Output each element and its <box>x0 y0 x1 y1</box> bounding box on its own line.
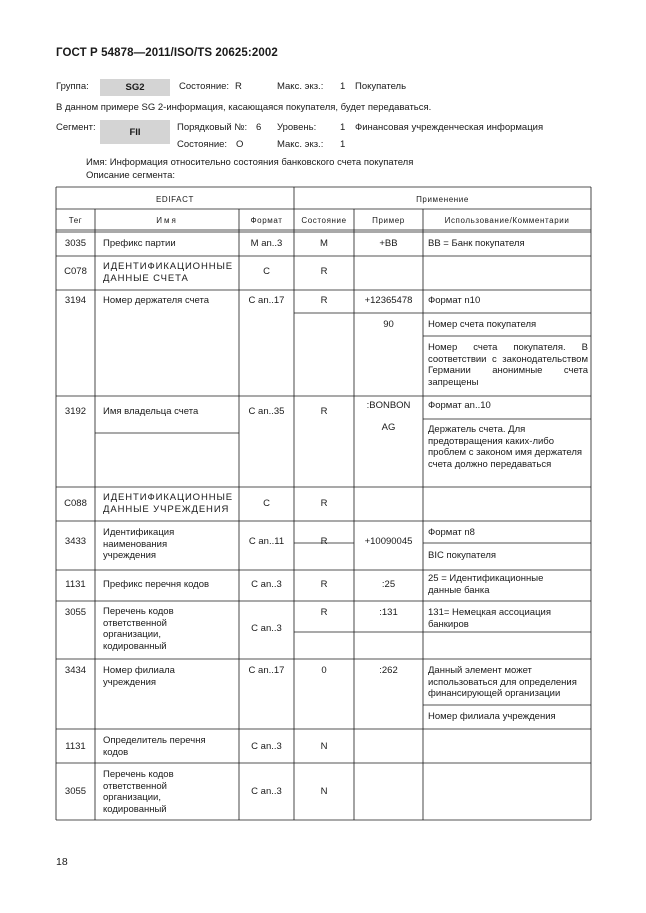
table-row-format: C an..3 <box>251 623 282 634</box>
table-row-status: R <box>320 536 328 547</box>
segment-value-box: FII <box>100 120 170 144</box>
segment-level-value: 1 <box>340 122 346 133</box>
segment-max-label: Макс. экз.: <box>277 139 324 150</box>
table-row-comment: Номер счета покупателя <box>428 319 537 330</box>
column-header-comments: Использование/Комментарии <box>444 216 570 225</box>
table-row-example: +BB <box>379 238 398 249</box>
table-row-tag: 1131 <box>65 579 86 590</box>
table-row-comment: Формат n8 <box>428 527 475 538</box>
table-row-example: :25 <box>381 579 396 590</box>
column-header-status: Состояние <box>301 216 347 225</box>
table-row-format: C <box>263 266 270 277</box>
table-row-tag: 3035 <box>64 238 87 249</box>
table-row-status: R <box>320 295 328 306</box>
table-row-status: R <box>320 498 328 509</box>
table-row-example: :131 <box>379 607 398 618</box>
column-header-format: Формат <box>250 216 283 225</box>
segment-max-value: 1 <box>340 139 346 150</box>
table-row-status: 0 <box>321 665 327 676</box>
intro-text: В данном примере SG 2-информация, касающаяся покупателя, будет передаваться. <box>56 102 432 113</box>
table-row-name: Перечень кодов ответственной организации, кодированный <box>103 606 174 652</box>
table-row-name: ИДЕНТИФИКАЦИОННЫЕ ДАННЫЕ СЧЕТА <box>103 261 234 284</box>
table-row-status: R <box>320 266 328 277</box>
group-status-label: Состояние: <box>179 81 230 92</box>
table-row-tag: 3433 <box>64 536 87 547</box>
table-row-name: Префикс партии <box>103 238 176 249</box>
table-row-tag: 3055 <box>64 607 87 618</box>
table-row-status: N <box>320 741 328 752</box>
column-header-example: Пример <box>372 216 405 225</box>
table-row-status: R <box>320 579 328 590</box>
table-row-tag: 3192 <box>64 406 87 417</box>
segment-ordinal-label: Порядковый №: <box>177 122 248 133</box>
segment-name: Финансовая учрежденческая информация <box>355 122 544 133</box>
table-row-format: C an..17 <box>248 295 285 306</box>
table-row-comment: 131= Немецкая ассоциация банкиров <box>428 607 551 630</box>
column-header-name: Имя <box>156 216 178 225</box>
table-row-name: ИДЕНТИФИКАЦИОННЫЕ ДАННЫЕ УЧРЕЖДЕНИЯ <box>103 492 234 515</box>
segment-ordinal-value: 6 <box>256 122 262 133</box>
group-value-box: SG2 <box>100 79 170 96</box>
table-row-comment: Номер филиала учреждения <box>428 711 556 722</box>
group-max-value: 1 <box>340 81 346 92</box>
segment-level-label: Уровень: <box>277 122 317 133</box>
table-row-format: M an..3 <box>250 238 283 249</box>
table-row-status: M <box>320 238 328 249</box>
table-row-comment: Формат an..10 <box>428 400 491 411</box>
table-row-tag: C078 <box>64 266 87 277</box>
group-name: Покупатель <box>355 81 407 92</box>
table-row-comment: Номер счета покупателя. В соответствии с законодательством Германии анонимные счета запрещены <box>428 342 588 388</box>
table-row-tag: C088 <box>64 498 87 509</box>
table-row-comment: BIC покупателя <box>428 550 497 561</box>
segment-description: Описание сегмента: <box>86 170 176 181</box>
group-max-label: Макс. экз.: <box>277 81 324 92</box>
header-edifact: EDIFACT <box>156 195 194 204</box>
table-row-tag: 3434 <box>64 665 87 676</box>
table-row-comment: Данный элемент может использоваться для определения финансирующей организации <box>428 665 577 700</box>
table-row-example: :262 <box>379 665 398 676</box>
table-row-tag: 3194 <box>64 295 87 306</box>
table-row-comment: Формат n10 <box>428 295 481 306</box>
table-row-tag: 1131 <box>65 741 86 752</box>
table-row-comment: BB = Банк покупателя <box>428 238 525 249</box>
table-row-example: AG <box>381 422 396 433</box>
table-row-status: N <box>320 786 328 797</box>
group-label: Группа: <box>56 81 89 92</box>
table-row-format: C an..3 <box>251 579 282 590</box>
table-row-name: Перечень кодов ответственной организации, кодированный <box>103 769 174 815</box>
table-row-format: C an..11 <box>248 536 285 547</box>
table-row-name: Номер держателя счета <box>103 295 210 306</box>
page-number: 18 <box>56 856 68 868</box>
segment-label: Сегмент: <box>56 122 96 133</box>
segment-status-value: O <box>236 139 244 150</box>
table-row-name: Префикс перечня кодов <box>103 579 210 590</box>
table-row-tag: 3055 <box>64 786 87 797</box>
table-row-example: :BONBON <box>366 400 411 411</box>
table-row-example: +12365478 <box>364 295 413 306</box>
column-header-tag: Тег <box>68 216 83 225</box>
table-row-format: C an..17 <box>248 665 285 676</box>
table-row-example: +10090045 <box>364 536 413 547</box>
table-row-name: Номер филиала учреждения <box>103 665 175 688</box>
table-row-name: Имя владельца счета <box>103 406 199 417</box>
table-row-format: C an..35 <box>248 406 285 417</box>
table-row-format: C <box>263 498 270 509</box>
group-status-value: R <box>235 81 242 92</box>
table-row-name: Идентификация наименования учреждения <box>103 527 175 562</box>
table-row-status: R <box>320 607 328 618</box>
table-row-comment: Держатель счета. Для предотвращения каких-либо проблем с законом имя держателя счета должно передаваться <box>428 424 583 470</box>
segment-full-name: Имя: Информация относительно состояния банковского счета покупателя <box>86 157 414 168</box>
table-row-example: 90 <box>383 319 394 330</box>
segment-status-label: Состояние: <box>177 139 228 150</box>
table-row-status: R <box>320 406 328 417</box>
table-row-name: Определитель перечня кодов <box>103 735 206 758</box>
document-title: ГОСТ Р 54878—2011/ISO/TS 20625:2002 <box>56 47 278 59</box>
table-row-format: C an..3 <box>251 786 282 797</box>
table-row-format: C an..3 <box>251 741 282 752</box>
table-row-comment: 25 = Идентификационные данные банка <box>428 573 544 596</box>
header-usage: Применение <box>416 195 469 204</box>
